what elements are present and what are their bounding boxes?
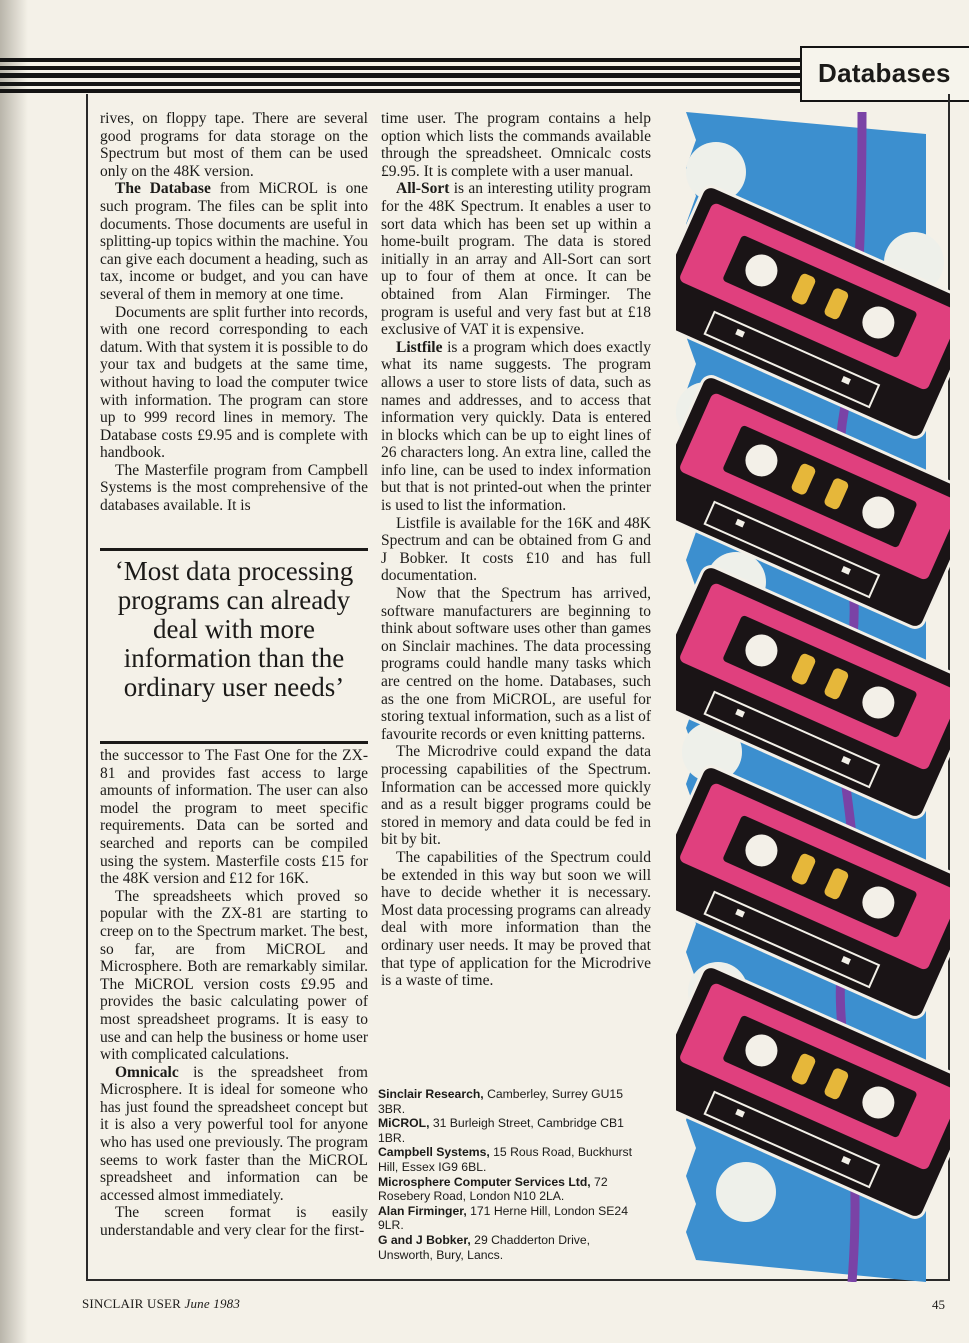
- article-column-2: [381, 110, 651, 990]
- address-detail: 31 Burleigh Street, Cambridge CB1 1BR.: [378, 1116, 624, 1145]
- article-column-1-bottom: [100, 747, 368, 1240]
- header-rule-band: [0, 58, 800, 94]
- paragraph-text: is an interesting utility program for the 48K Spectrum. It enables a user to sort data which has been set up within a home-built program. The data is stored initially in an array and All-Sort can sort up to four of them at once. It can be obtained from Alan Firminger. The program is useful and very fast but at £18 exclusive of VAT it is expensive.: [381, 180, 651, 339]
- paragraph-text: time user. The program contains a help option which lists the commands available through the spreadsheet. Omnicalc costs £9.95. It is complete with a user manual.: [381, 110, 651, 180]
- paragraph-text: The spreadsheets which proved so popular with the ZX-81 are starting to creep on to the Spectrum market. The best, so far, are from MiCROL and Microsphere. Both are remarkably similar. The MiCROL version costs £9.95 and provides the basic calculating power of most spreadsheet programs. It is easy to use and can help the business or home user with complicated calculations.: [100, 887, 368, 1064]
- address-list: [378, 1087, 648, 1262]
- paragraph: [100, 1064, 368, 1205]
- article-column-1-top: [100, 110, 368, 515]
- paragraph-text: The Masterfile program from Campbell Systems is the most comprehensive of the databases available. It is: [100, 461, 368, 515]
- pull-quote-text: ‘Most data processing programs can already deal with more information than the ordinary user needs’: [114, 556, 354, 702]
- address-detail: 171 Herne Hill, London SE24 9LR.: [378, 1203, 628, 1233]
- address-company: G and J Bobker,: [378, 1232, 471, 1247]
- section-title: Databases: [818, 58, 951, 88]
- paragraph-text: is the spreadsheet from Microsphere. It is ideal for someone who has just found the spreadsheet concept but it is also a very powerful tool for anyone who has used one previously. The program seems to work faster than the MiCROL spreadsheet and information can be accessed almost immediately.: [100, 1063, 368, 1204]
- cassette-illustration: [676, 112, 950, 1282]
- paragraph-text: The screen format is easily understandable and very clear for the first-: [100, 1204, 368, 1240]
- page-gutter-shadow: [0, 0, 28, 1343]
- footer-magazine: [82, 1296, 240, 1312]
- decor-circle: [716, 1162, 776, 1222]
- paragraph: [381, 585, 651, 743]
- paragraph: [100, 110, 368, 180]
- paragraph: [100, 747, 368, 888]
- paragraph-lead: Omnicalc: [115, 1063, 179, 1081]
- address-detail: 29 Chadderton Drive, Unsworth, Bury, Lancs.: [378, 1232, 591, 1262]
- page-number: 45: [932, 1297, 945, 1312]
- paragraph: [381, 743, 651, 849]
- paragraph-text: rives, on floppy tape. There are several good programs for data storage on the Spectrum but most of them can be used only on the 48K version.: [100, 110, 368, 180]
- paragraph: [381, 849, 651, 990]
- address-entry: [378, 1116, 648, 1145]
- address-entry: [378, 1145, 648, 1174]
- address-entry: [378, 1087, 648, 1116]
- paragraph-lead: All-Sort: [396, 180, 450, 198]
- paragraph: [381, 180, 651, 338]
- paragraph: [100, 304, 368, 462]
- paragraph-text: The capabilities of the Spectrum could be extended in this way but soon we will have to decide whether it is necessary. Most data processing programs can already deal with more information than the ordinary user needs. It may be proved that that type of application for the Microdrive is a waste of time.: [381, 848, 651, 990]
- paragraph: [381, 110, 651, 180]
- paragraph: [100, 180, 368, 303]
- paragraph-text: is a program which does exactly what its name suggests. The program allows a user to store lists of data, such as names and addresses, and to access that information very quickly. Data is entered in blocks which can be up to eight lines of 26 characters long. An extra line, called the info line, can be used to index information but that is not printed-out when the printer is used to list the information.: [381, 338, 651, 515]
- paragraph-text: The Microdrive could expand the data processing capabilities of the Spectrum. Information can be accessed more quickly and as a result bigger programs could be stored in memory and data could be fed in bit by bit.: [381, 743, 651, 849]
- paragraph-text: the successor to The Fast One for the ZX-81 and provides fast access to large amounts of information. The user can also model the program to meet specific requirements. Data can be sorted and searched and reports can be compiled using the system. Masterfile costs £15 for the 48K version and £12 for 16K.: [100, 747, 368, 888]
- paragraph: [100, 888, 368, 1064]
- paragraph-text: Now that the Spectrum has arrived, software manufacturers are beginning to think about software uses other than games on Sinclair machines. The data processing programs could handle many tasks which are centred on the home. Databases, such as the one from MiCROL, are useful for storing textual information, such as a list of favourite records or even knitting patterns.: [381, 585, 651, 743]
- address-detail: 15 Rous Road, Buckhurst Hill, Essex IG9 6BL.: [378, 1145, 633, 1174]
- address-entry: [378, 1204, 648, 1233]
- pull-quote: [100, 548, 368, 744]
- address-company: Campbell Systems,: [378, 1145, 490, 1160]
- paragraph-text: from MiCROL is one such program. The files can be split into documents. Those documents are useful in splitting-up topics within the machine. You can give each document a heading, such as tax, income or budget, and you can have several of them in memory at one time.: [100, 180, 368, 303]
- address-company: Alan Firminger,: [378, 1203, 467, 1218]
- address-company: MiCROL,: [378, 1116, 430, 1131]
- address-company: Sinclair Research,: [378, 1087, 484, 1101]
- footer-magazine-name: SINCLAIR USER: [82, 1296, 182, 1311]
- paragraph: [381, 339, 651, 515]
- paragraph: [100, 1204, 368, 1239]
- paragraph: [100, 462, 368, 515]
- paragraph: [381, 515, 651, 585]
- paragraph-lead: Listfile: [396, 338, 443, 356]
- address-entry: [378, 1175, 648, 1204]
- paragraph-lead: The Database: [115, 180, 211, 198]
- address-entry: [378, 1233, 648, 1262]
- paragraph-text: Listfile is available for the 16K and 48K Spectrum and can be obtained from G and J Bobker. It costs £10 and has full documentation.: [381, 514, 651, 585]
- address-detail: 72 Rosebery Road, London N10 2LA.: [378, 1174, 608, 1204]
- address-detail: Camberley, Surrey GU15 3BR.: [378, 1087, 623, 1116]
- paragraph-text: Documents are split further into records, with one record corresponding to each datum. With that system it is possible to do your tax and budgets at the same time, without having to load the computer twice with information. The program can store up to 999 record lines in memory. The Database costs £9.95 and is complete with handbook.: [100, 303, 368, 462]
- footer-issue-date: June 1983: [184, 1296, 241, 1311]
- address-company: Microsphere Computer Services Ltd,: [378, 1174, 591, 1189]
